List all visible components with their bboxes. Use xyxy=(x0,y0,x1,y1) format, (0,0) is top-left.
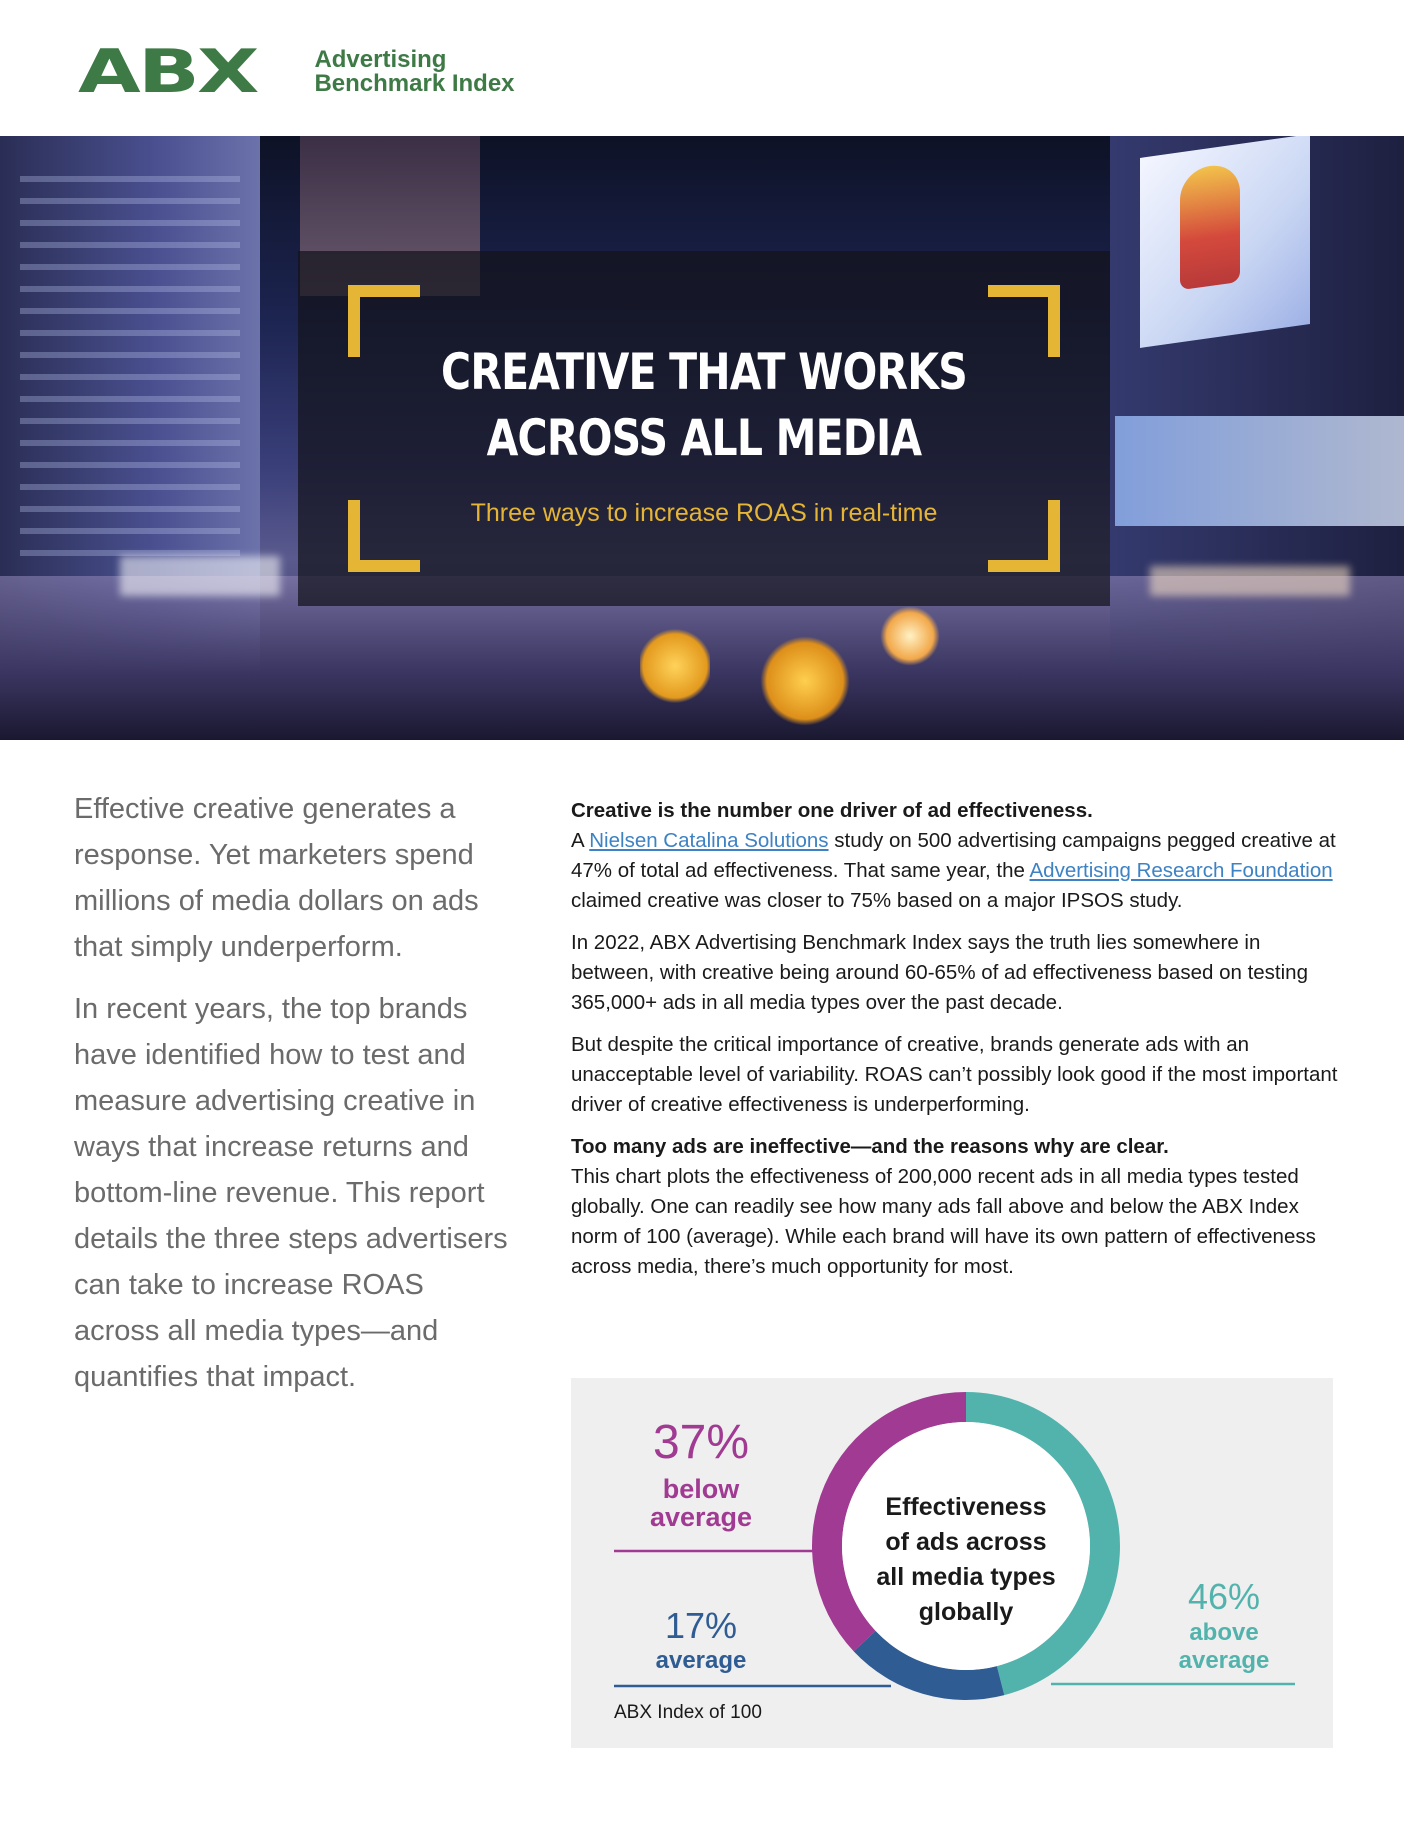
hero-light-5 xyxy=(1150,566,1350,596)
hero-title xyxy=(371,339,1037,471)
hero-screen-right xyxy=(1115,416,1404,526)
section-driver-text-c: claimed creative was closer to 75% based on a major IPSOS study. xyxy=(571,889,1183,912)
section-ineffective-heading: Too many ads are ineffective—and the reasons why are clear. xyxy=(571,1135,1169,1158)
logo-line1: Advertising xyxy=(314,46,447,73)
logo-wordmark xyxy=(314,48,514,96)
donut-center-label-1: Effectiveness xyxy=(885,1493,1047,1521)
label-above-pct: 46% xyxy=(1187,1576,1261,1617)
arf-link[interactable]: Advertising Research Foundation xyxy=(1029,859,1333,882)
section-driver xyxy=(571,796,1341,916)
abx-logo xyxy=(78,37,515,107)
label-average-pct: 17% xyxy=(664,1605,738,1646)
effectiveness-donut-chart xyxy=(571,1378,1333,1748)
nielsen-link[interactable]: Nielsen Catalina Solutions xyxy=(589,829,829,852)
section-ineffective-text: This chart plots the effectiveness of 200,000 recent ads in all media types tested globally. One can readily see how many ads fall above and below the ABX Index norm of 100 (average). While each brand will have its own pattern of effectiveness across media, there’s much opportunity for most. xyxy=(571,1165,1316,1278)
label-below-line1: below xyxy=(662,1474,740,1504)
lead-paragraph-2: In recent years, the top brands have identified how to test and measure advertising creative in ways that increase returns and bottom-line revenue. This report details the three steps advertisers can take to increase ROAS across all media types—and quantifies that impact. xyxy=(74,993,508,1393)
donut-center-label-2: of ads across xyxy=(885,1528,1047,1556)
logo-mark: ABX xyxy=(78,37,257,107)
hero-subtitle: Three ways to increase ROAS in real-time xyxy=(470,499,938,527)
lead-column xyxy=(74,786,514,1416)
section-driver-heading: Creative is the number one driver of ad effectiveness. xyxy=(571,799,1093,822)
body-paragraph-3: But despite the critical importance of creative, brands generate ads with an unacceptable level of variability. ROAS can’t possibly look good if the most important driver of creative effectiveness is underperforming. xyxy=(571,1033,1338,1116)
hero-light-3 xyxy=(880,606,940,666)
donut-center-label-4: globally xyxy=(918,1598,1014,1626)
hero-title-line1: CREATIVE THAT WORKS xyxy=(441,343,967,401)
logo-line2: Benchmark Index xyxy=(314,70,515,97)
label-above-line2: average xyxy=(1178,1647,1270,1674)
hero-billboard-figure xyxy=(1180,162,1240,290)
chart-footnote: ABX Index of 100 xyxy=(614,1702,762,1723)
hero-light-1 xyxy=(640,626,710,706)
hero-building-left-stripes xyxy=(20,176,240,556)
hero-light-4 xyxy=(120,556,280,596)
label-below-pct: 37% xyxy=(652,1416,750,1469)
section-ineffective xyxy=(571,1132,1341,1282)
body-paragraph-2: In 2022, ABX Advertising Benchmark Index says the truth lies somewhere in between, with creative being around 60-65% of ad effectiveness based on testing 365,000+ ads in all media types over the past decade. xyxy=(571,931,1308,1014)
label-below-line2: average xyxy=(649,1502,753,1532)
hero-banner xyxy=(0,136,1404,740)
donut-center-label-3: all media types xyxy=(876,1563,1056,1591)
label-above-line1: above xyxy=(1189,1619,1259,1646)
effectiveness-chart-panel xyxy=(571,1378,1333,1748)
section-driver-text-a: A xyxy=(571,829,590,852)
section-driver-text-b: study on 500 advertising campaigns pegged creative at 47% of total ad effectiveness. That same year, the xyxy=(571,829,1336,882)
label-average-line1: average xyxy=(655,1647,747,1674)
body-column xyxy=(571,796,1341,1294)
hero-title-box xyxy=(298,251,1110,606)
hero-light-2 xyxy=(760,636,850,726)
lead-paragraph-1: Effective creative generates a response. Yet marketers spend millions of media dollars on ads that simply underperform. xyxy=(74,793,479,963)
hero-title-line2: ACROSS ALL MEDIA xyxy=(486,409,922,467)
